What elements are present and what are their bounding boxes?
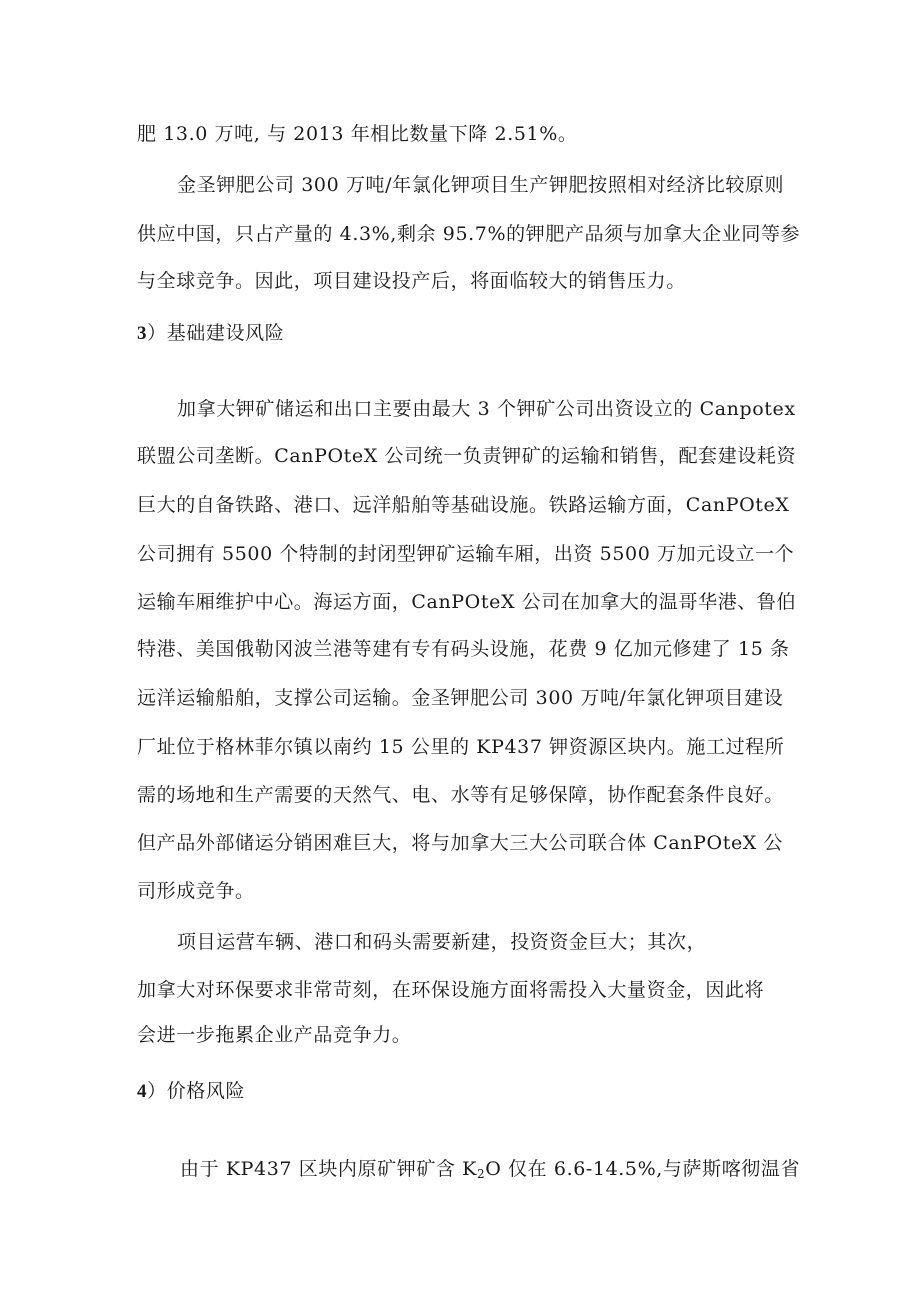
text-line: 远洋运输船舶，支撑公司运输。金圣钾肥公司 300 万吨/年氯化钾项目建设 <box>137 687 784 709</box>
text-line: 金圣钾肥公司 300 万吨/年氯化钾项目生产钾肥按照相对经济比较原则 <box>177 174 785 196</box>
text-line: 项目运营车辆、港口和码头需要新建，投资资金巨大；其次， <box>177 931 707 953</box>
text-line: 厂址位于格林菲尔镇以南约 15 公里的 KP437 钾资源区块内。施工过程所 <box>137 736 785 758</box>
text-line: 供应中国，只占产量的 4.3%,剩余 95.7%的钾肥产品须与加拿大企业同等参 <box>137 223 801 245</box>
section-heading-3 <box>137 320 284 347</box>
text-line: 运输车厢维护中心。海运方面，CanPOteX 公司在加拿大的温哥华港、鲁伯 <box>137 591 797 613</box>
text-line: 会进一步拖累企业产品竞争力。 <box>137 1024 412 1046</box>
text-line: 肥 13.0 万吨, 与 2013 年相比数量下降 2.51%。 <box>137 123 578 145</box>
text-line: 联盟公司垄断。CanPOteX 公司统一负责钾矿的运输和销售，配套建设耗资 <box>137 445 797 467</box>
text-line: 加拿大钾矿储运和出口主要由最大 3 个钾矿公司出资设立的 Canpotex <box>177 398 796 420</box>
text-line: 巨大的自备铁路、港口、远洋船舶等基础设施。铁路运输方面，CanPOteX <box>137 494 790 516</box>
text-segment: 由于 KP437 区块内原矿钾矿含 K <box>180 1158 477 1180</box>
text-line: 加拿大对环保要求非常苛刻，在环保设施方面将需投入大量资金，因此将 <box>137 979 765 1001</box>
heading-text: ）基础建设风险 <box>147 322 285 344</box>
heading-text: ）价格风险 <box>147 1080 246 1102</box>
text-line: 特港、美国俄勒冈波兰港等建有专有码头设施，花费 9 亿加元修建了 15 条 <box>137 638 790 660</box>
text-segment: O 仅在 6.6-14.5%,与萨斯喀彻温省 <box>485 1158 801 1180</box>
text-line: 但产品外部储运分销困难巨大，将与加拿大三大公司联合体 CanPOteX 公 <box>137 832 784 854</box>
text-line: 与全球竞争。因此，项目建设投产后，将面临较大的销售压力。 <box>137 270 686 292</box>
heading-number: 4 <box>137 1081 148 1102</box>
text-line: 公司拥有 5500 个特制的封闭型钾矿运输车厢，出资 5500 万加元设立一个 <box>137 543 795 565</box>
text-line <box>180 1156 800 1182</box>
text-line: 需的场地和生产需要的天然气、电、水等有足够保障，协作配套条件良好。 <box>137 784 784 806</box>
heading-number: 3 <box>137 323 148 344</box>
text-line: 司形成竞争。 <box>137 880 255 902</box>
subscript: 2 <box>476 1167 486 1181</box>
section-heading-4 <box>137 1078 245 1105</box>
